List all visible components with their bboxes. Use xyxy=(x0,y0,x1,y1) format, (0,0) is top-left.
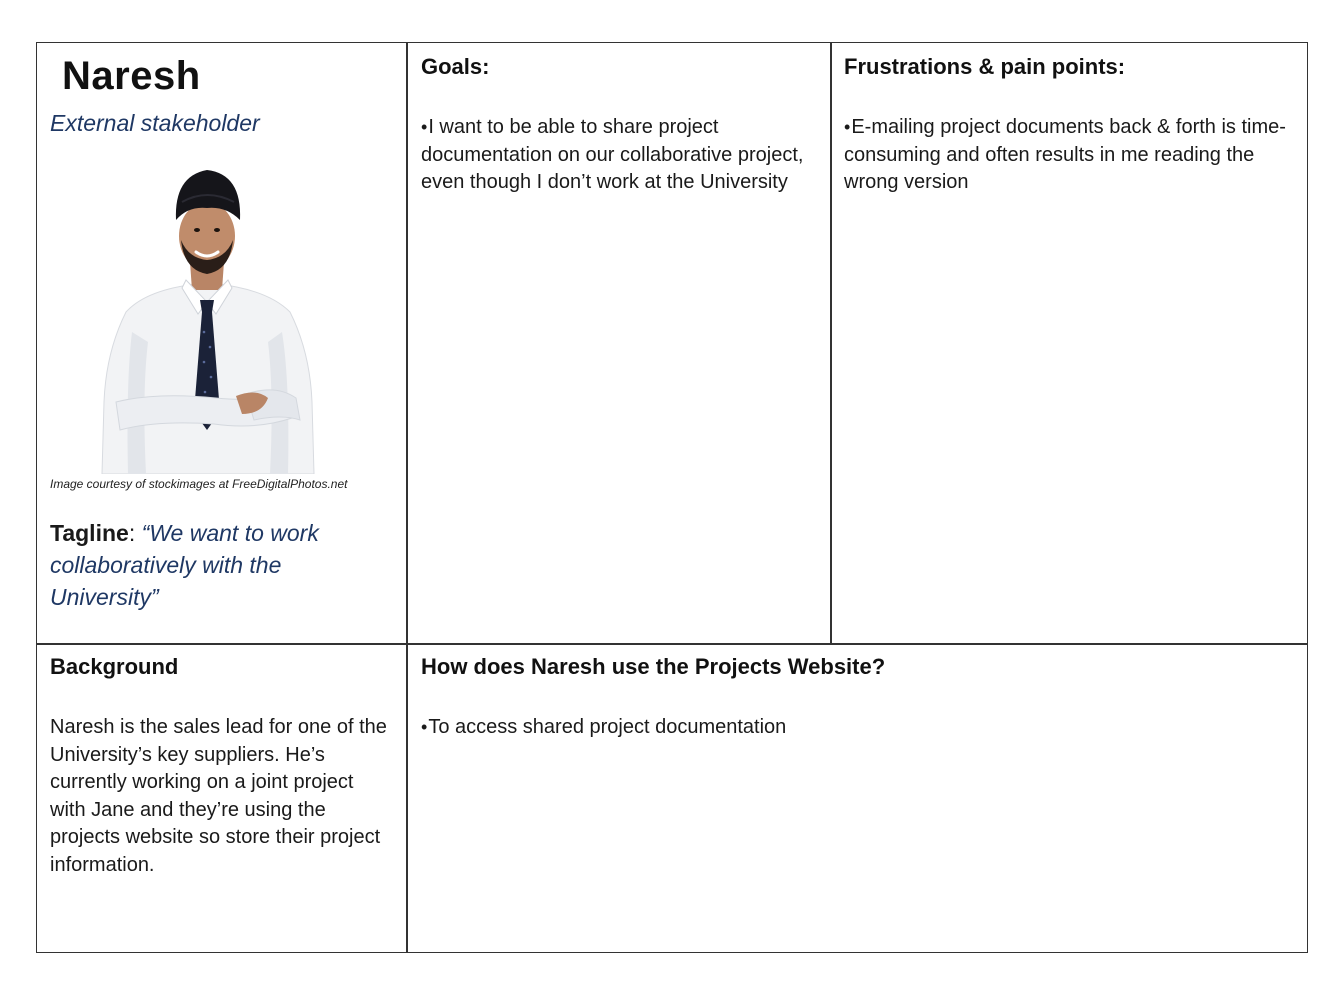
usage-item-text: To access shared project documentation xyxy=(428,716,787,738)
tagline xyxy=(50,517,390,613)
bullet-icon: • xyxy=(421,117,428,137)
persona-photo xyxy=(86,162,328,474)
divider-col-2 xyxy=(830,42,832,644)
bullet-icon: • xyxy=(844,117,851,137)
frustrations-heading: Frustrations & pain points: xyxy=(844,54,1126,79)
divider-col-1 xyxy=(406,42,408,953)
bullet-icon: • xyxy=(421,717,428,737)
usage-item xyxy=(421,714,1281,742)
persona-name: Naresh xyxy=(62,54,201,98)
tagline-separator: : xyxy=(128,520,142,546)
frustrations-item xyxy=(844,114,1294,197)
background-text: Naresh is the sales lead for one of the University’s key suppliers. He’s currently working on a joint project with Jane and they’re using the projects website so store their project information. xyxy=(50,716,387,876)
background-heading: Background xyxy=(50,654,179,679)
tagline-quote: “We want to work collaboratively with the University” xyxy=(50,520,319,610)
divider-row-1 xyxy=(36,643,1308,645)
tagline-label: Tagline xyxy=(50,520,129,546)
goals-item xyxy=(421,114,806,197)
usage-heading: How does Naresh use the Projects Website? xyxy=(421,654,886,679)
persona-role: External stakeholder xyxy=(50,110,260,136)
goals-item-text: I want to be able to share project documentation on our collaborative project, even though I don’t work at the University xyxy=(421,116,804,193)
image-credit: Image courtesy of stockimages at FreeDigitalPhotos.net xyxy=(50,477,348,491)
goals-heading: Goals: xyxy=(421,54,490,79)
frustrations-item-text: E-mailing project documents back & forth is time-consuming and often results in me reading the wrong version xyxy=(844,116,1286,193)
